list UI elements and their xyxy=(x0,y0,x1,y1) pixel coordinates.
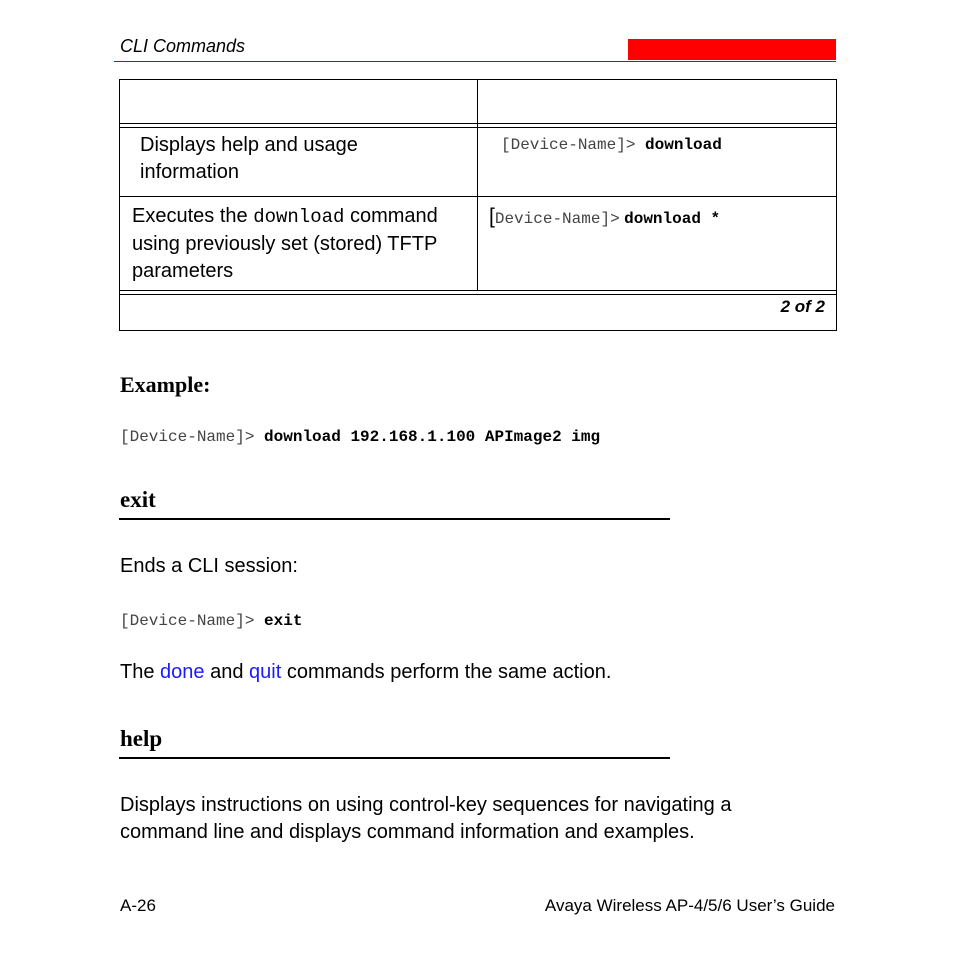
header-rule xyxy=(114,61,836,62)
quit-command-link[interactable]: quit xyxy=(249,661,282,683)
done-command-link[interactable]: done xyxy=(160,661,205,683)
table-top-border xyxy=(119,79,837,80)
exit-description: Ends a CLI session: xyxy=(120,555,298,577)
help-section-title: help xyxy=(120,726,163,751)
note-text: commands perform the same action. xyxy=(286,661,612,683)
command-keyword: download xyxy=(645,136,722,154)
exit-code-line xyxy=(120,612,302,630)
command-prompt: Device-Name]> xyxy=(494,210,620,228)
table-row-2-description xyxy=(132,203,462,285)
help-section-rule xyxy=(119,757,670,759)
command-table xyxy=(119,79,837,331)
table-pager: 2 of 2 xyxy=(780,297,825,316)
footer-page-number: A-26 xyxy=(120,896,156,915)
example-code-line xyxy=(120,428,600,446)
table-right-border xyxy=(836,79,837,331)
table-row-2-command xyxy=(489,205,720,229)
table-footer-rule-1 xyxy=(119,290,837,291)
exit-section-rule xyxy=(119,518,670,520)
exit-section-title: exit xyxy=(120,487,156,512)
header-accent-bar xyxy=(628,39,836,60)
description-code: download xyxy=(253,206,345,228)
code-command: exit xyxy=(264,612,303,630)
code-prompt: [Device-Name]> xyxy=(120,428,255,446)
footer-guide-title: Avaya Wireless AP-4/5/6 User’s Guide xyxy=(544,896,835,915)
command-keyword: download * xyxy=(624,210,721,228)
prompt-bracket: [ xyxy=(489,205,495,228)
description-text: command using previously set (stored) TFTP parameters xyxy=(132,205,438,282)
running-header-title: CLI Commands xyxy=(120,36,246,56)
table-header-rule-2 xyxy=(119,127,837,128)
table-left-border xyxy=(119,79,120,331)
table-bottom-border xyxy=(119,330,837,331)
table-row-1-description: Displays help and usage information xyxy=(140,134,358,183)
code-prompt: [Device-Name]> xyxy=(120,612,255,630)
exit-note xyxy=(120,659,611,686)
description-text: Executes the xyxy=(132,205,248,227)
table-row-divider xyxy=(119,196,837,197)
table-row-1-command xyxy=(501,136,722,154)
table-footer-rule-2 xyxy=(119,294,837,295)
table-header-rule-1 xyxy=(119,123,837,124)
note-text: and xyxy=(210,661,244,683)
note-text: The xyxy=(120,661,155,683)
command-prompt: [Device-Name]> xyxy=(501,136,636,154)
table-column-divider xyxy=(477,79,478,291)
example-heading: Example: xyxy=(120,372,211,397)
help-description: Displays instructions on using control-key sequences for navigating a command line and displays command information and examples. xyxy=(120,794,732,843)
code-command: download 192.168.1.100 APImage2 img xyxy=(264,428,601,446)
